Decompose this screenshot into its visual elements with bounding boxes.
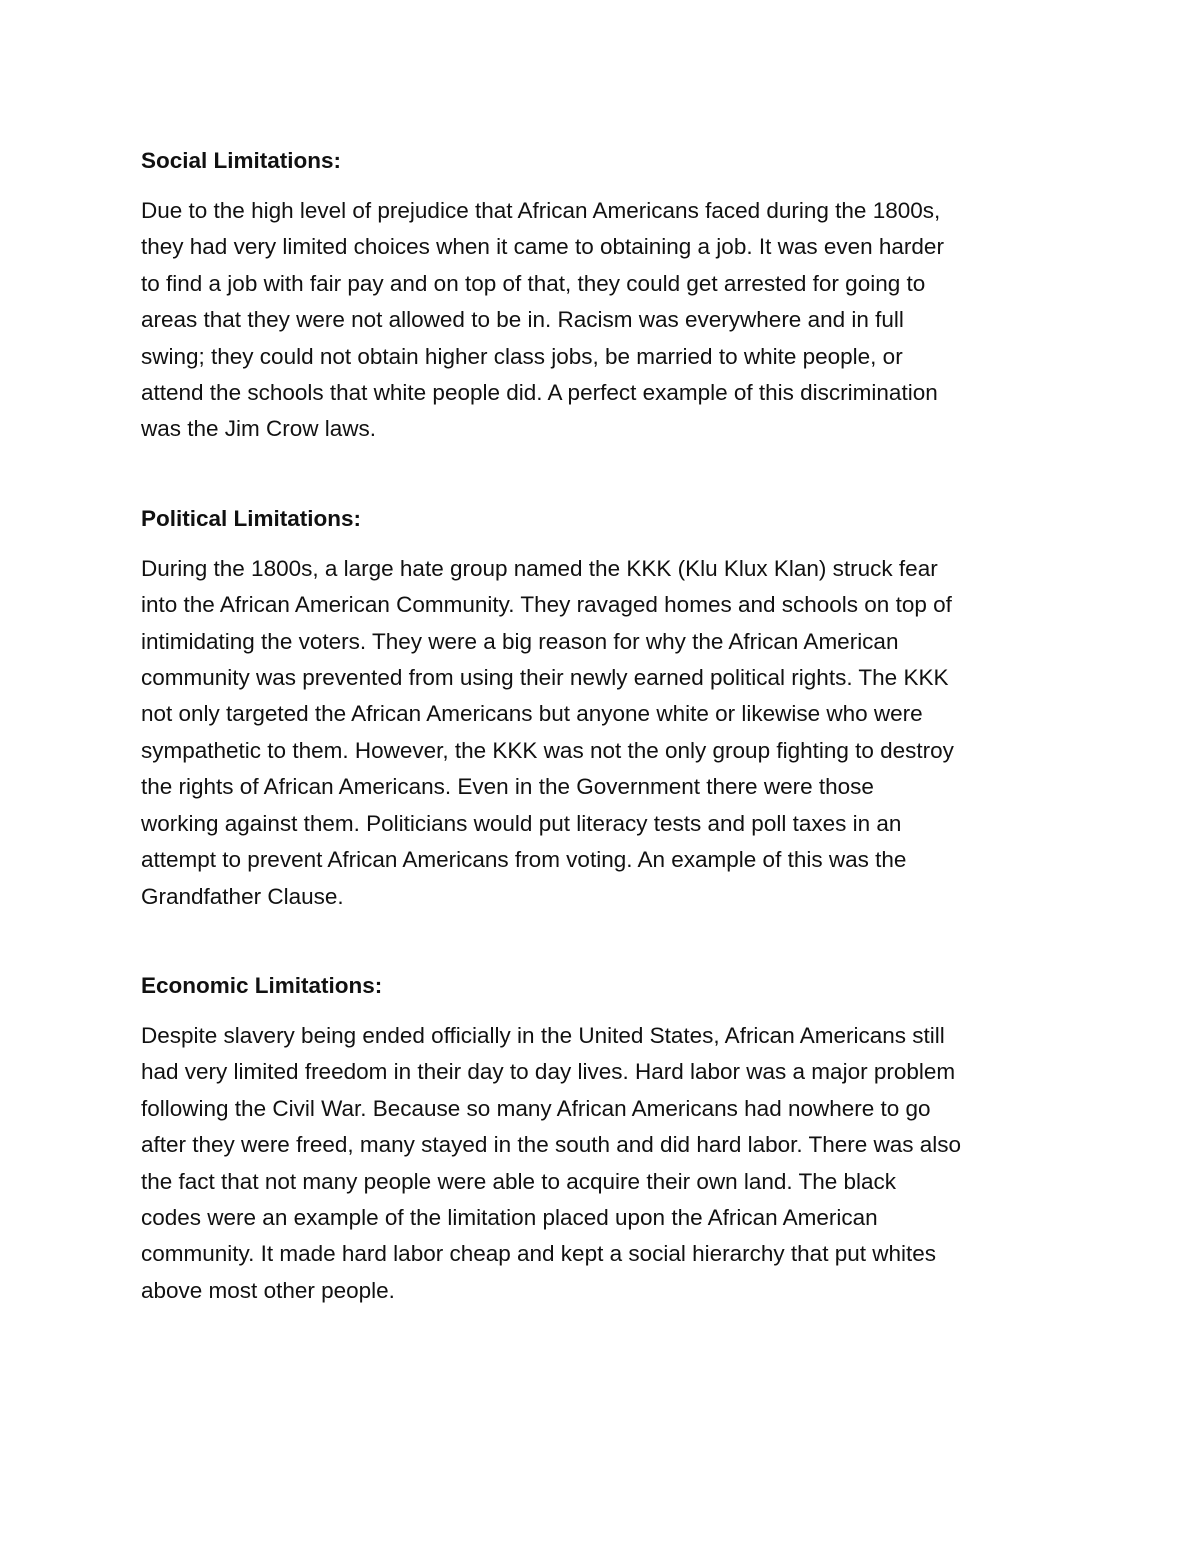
paragraph-line: attend the schools that white people did. A perfect example of this discrimination [141, 380, 938, 406]
paragraph-line: swing; they could not obtain higher class jobs, be married to white people, or [141, 343, 903, 369]
paragraph-line: to find a job with fair pay and on top of that, they could get arrested for going to [141, 270, 926, 296]
paragraph-line: Despite slavery being ended officially in the United States, African Americans still [141, 1022, 945, 1048]
paragraph-line: into the African American Community. They ravaged homes and schools on top of [141, 592, 952, 618]
paragraph-line: the fact that not many people were able to acquire their own land. The black [141, 1168, 897, 1194]
paragraph-line: Due to the high level of prejudice that African Americans faced during the 1800s, [141, 198, 941, 223]
paragraph-line: codes were an example of the limitation placed upon the African American [141, 1204, 878, 1230]
paragraph-line: following the Civil War. Because so many African Americans had nowhere to go [141, 1095, 931, 1121]
section-paragraph [141, 1018, 1061, 1309]
paragraph-line: community was prevented from using their newly earned political rights. The KKK [141, 665, 949, 691]
paragraph-line: intimidating the voters. They were a big reason for why the African American [141, 628, 899, 654]
paragraph-line: had very limited freedom in their day to day lives. Hard labor was a major problem [141, 1059, 956, 1085]
section-social-limitations [141, 143, 1061, 448]
paragraph-line: sympathetic to them. However, the KKK was not the only group fighting to destroy [141, 737, 954, 763]
paragraph-line: the rights of African Americans. Even in the Government there were those [141, 774, 874, 800]
paragraph-line: community. It made hard labor cheap and kept a social hierarchy that put whites [141, 1241, 937, 1267]
paragraph-line: they had very limited choices when it came to obtaining a job. It was even harder [141, 234, 944, 260]
section-political-limitations [141, 501, 1061, 915]
paragraph-line: not only targeted the African Americans but anyone white or likewise who were [141, 701, 923, 727]
section-paragraph [141, 551, 1061, 915]
paragraph-line: During the 1800s, a large hate group named the KKK (Klu Klux Klan) struck fear [141, 555, 938, 581]
paragraph-line: working against them. Politicians would put literacy tests and poll taxes in an [141, 810, 902, 836]
paragraph-line: attempt to prevent African Americans from voting. An example of this was the [141, 847, 907, 873]
section-heading: Social Limitations: [141, 148, 342, 173]
section-heading: Economic Limitations: [141, 972, 383, 998]
section-economic-limitations [141, 968, 1061, 1309]
section-paragraph [141, 193, 1061, 448]
paragraph-line: was the Jim Crow laws. [141, 416, 377, 442]
paragraph-line: areas that they were not allowed to be in. Racism was everywhere and in full [141, 307, 904, 333]
paragraph-line: Grandfather Clause. [141, 883, 344, 909]
paragraph-line: after they were freed, many stayed in the south and did hard labor. There was also [141, 1132, 962, 1158]
paragraph-line: above most other people. [141, 1277, 395, 1303]
document-body [141, 143, 1061, 1309]
section-heading: Political Limitations: [141, 505, 362, 531]
